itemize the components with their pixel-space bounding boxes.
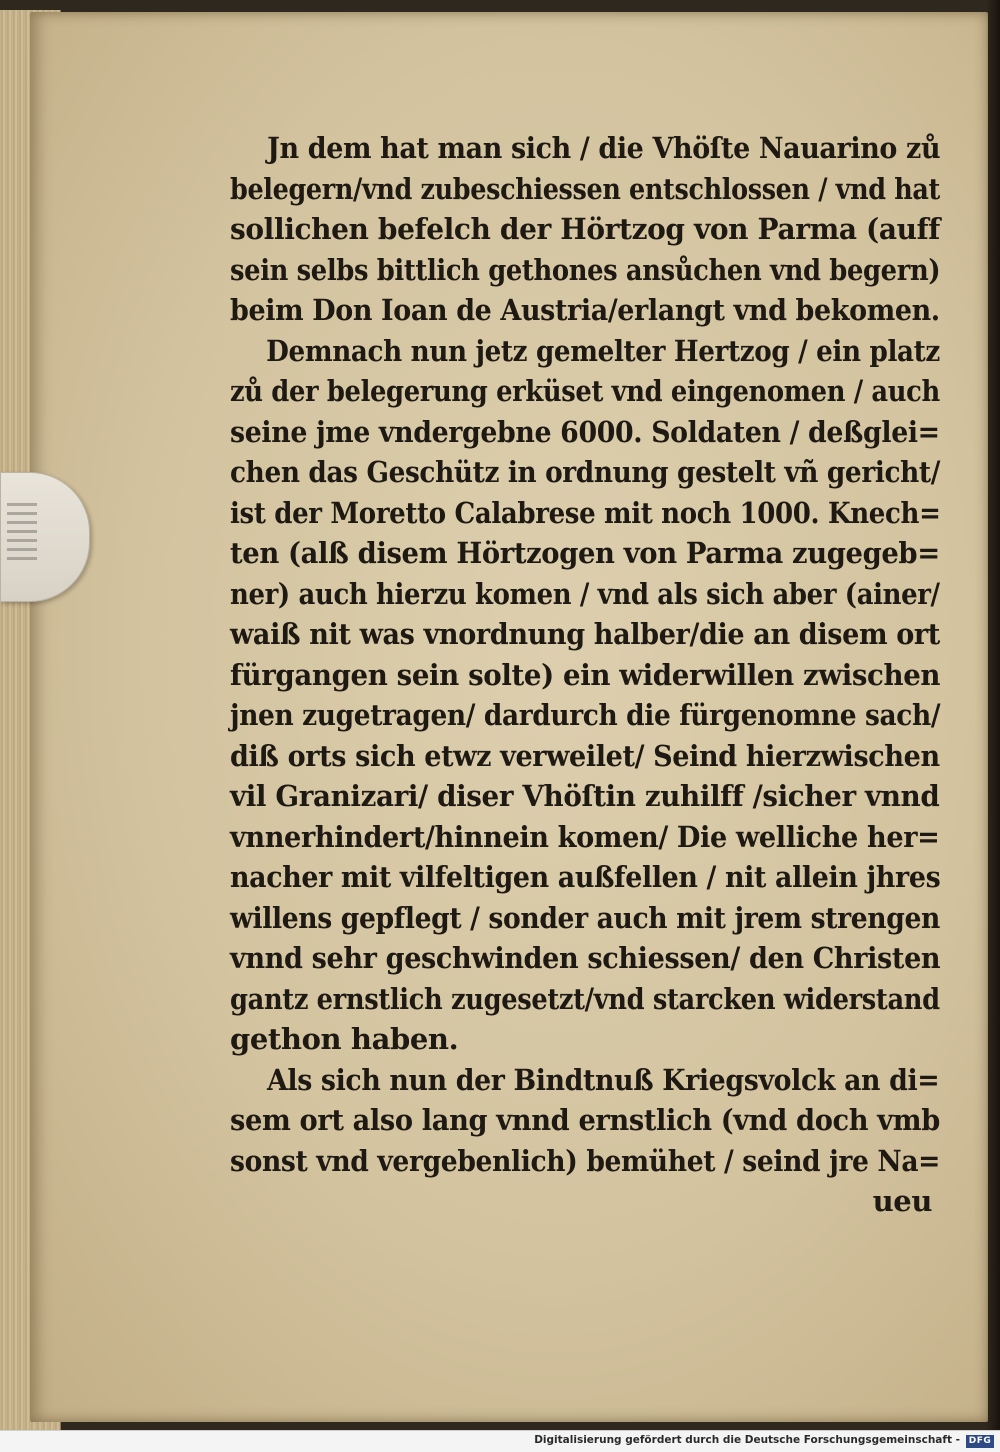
text-line: waiß nit was vnordnung halber/die an disem ort: [230, 617, 940, 651]
text-line: zů der belegerung erküset vnd eingenomen / auch: [230, 374, 940, 408]
text-line: ist der Moretto Calabrese mit noch 1000. Knech=: [230, 495, 941, 530]
bookmark-smudge: [7, 503, 37, 563]
text-line: sollichen befelch der Hörtzog von Parma (auff: [230, 212, 940, 246]
text-line: chen das Geschütz in ordnung gestelt vñ gericht/: [230, 455, 940, 489]
text-line: nacher mit vilfeltigen außfellen / nit allein jhres: [230, 860, 941, 894]
text-line: fürgangen sein solte) ein widerwillen zwischen: [230, 657, 941, 692]
text-line: gethon haben.: [230, 1022, 459, 1056]
text-line: Als sich nun der Bindtnuß Kriegsvolck an di=: [266, 1062, 940, 1097]
page-gutter-shadow: [986, 0, 1000, 1430]
text-line: Demnach nun jetz gemelter Hertzog / ein platz: [266, 333, 940, 368]
text-line: jnen zugetragen/ dardurch die fürgenomne sach/: [230, 698, 941, 732]
text-line: sem ort also lang vnnd ernstlich (vnd doch vmb: [230, 1103, 940, 1137]
text-line: ner) auch hierzu komen / vnd als sich aber (ainer/: [230, 576, 940, 611]
text-line: sein selbs bittlich gethones ansůchen vnd begern): [230, 252, 941, 287]
text-line: willens gepflegt / sonder auch mit jrem strengen: [230, 900, 941, 935]
funding-notice: Digitalisierung gefördert durch die Deutsche Forschungsgemeinschaft -: [534, 1434, 960, 1446]
text-line: Jn dem hat man sich / die Vhöſte Nauarino zů: [267, 131, 941, 165]
catchword: ueu: [872, 1184, 932, 1218]
text-line: vil Granizari/ diser Vhöſtin zuhilff /sicher vnnd: [230, 779, 940, 813]
text-line: vnnerhindert/hinnein komen/ Die welliche her=: [230, 819, 940, 854]
dfg-logo: DFG: [966, 1435, 994, 1448]
text-line: ten (alß disem Hörtzogen von Parma zugegeb=: [230, 536, 940, 570]
footer-bar: [0, 1430, 1000, 1452]
text-line: belegern/vnd zubeschiessen entschlossen / vnd hat: [230, 171, 940, 206]
text-line: vnnd sehr geschwinden schiessen/ den Christen: [230, 941, 941, 975]
text-line: beim Don Ioan de Austria/erlangt vnd bekomen.: [230, 293, 940, 327]
printed-text-block: [230, 128, 940, 1222]
text-line: diß orts sich etwz verweilet/ Seind hierzwischen: [230, 738, 940, 773]
text-line: gantz ernstlich zugesetzt/vnd starcken widerstand: [230, 981, 940, 1016]
text-line: sonst vnd vergebenlich) bemühet / seind jre Na=: [230, 1143, 941, 1178]
text-line: seine jme vndergebne 6000. Soldaten / deßglei=: [230, 414, 940, 449]
